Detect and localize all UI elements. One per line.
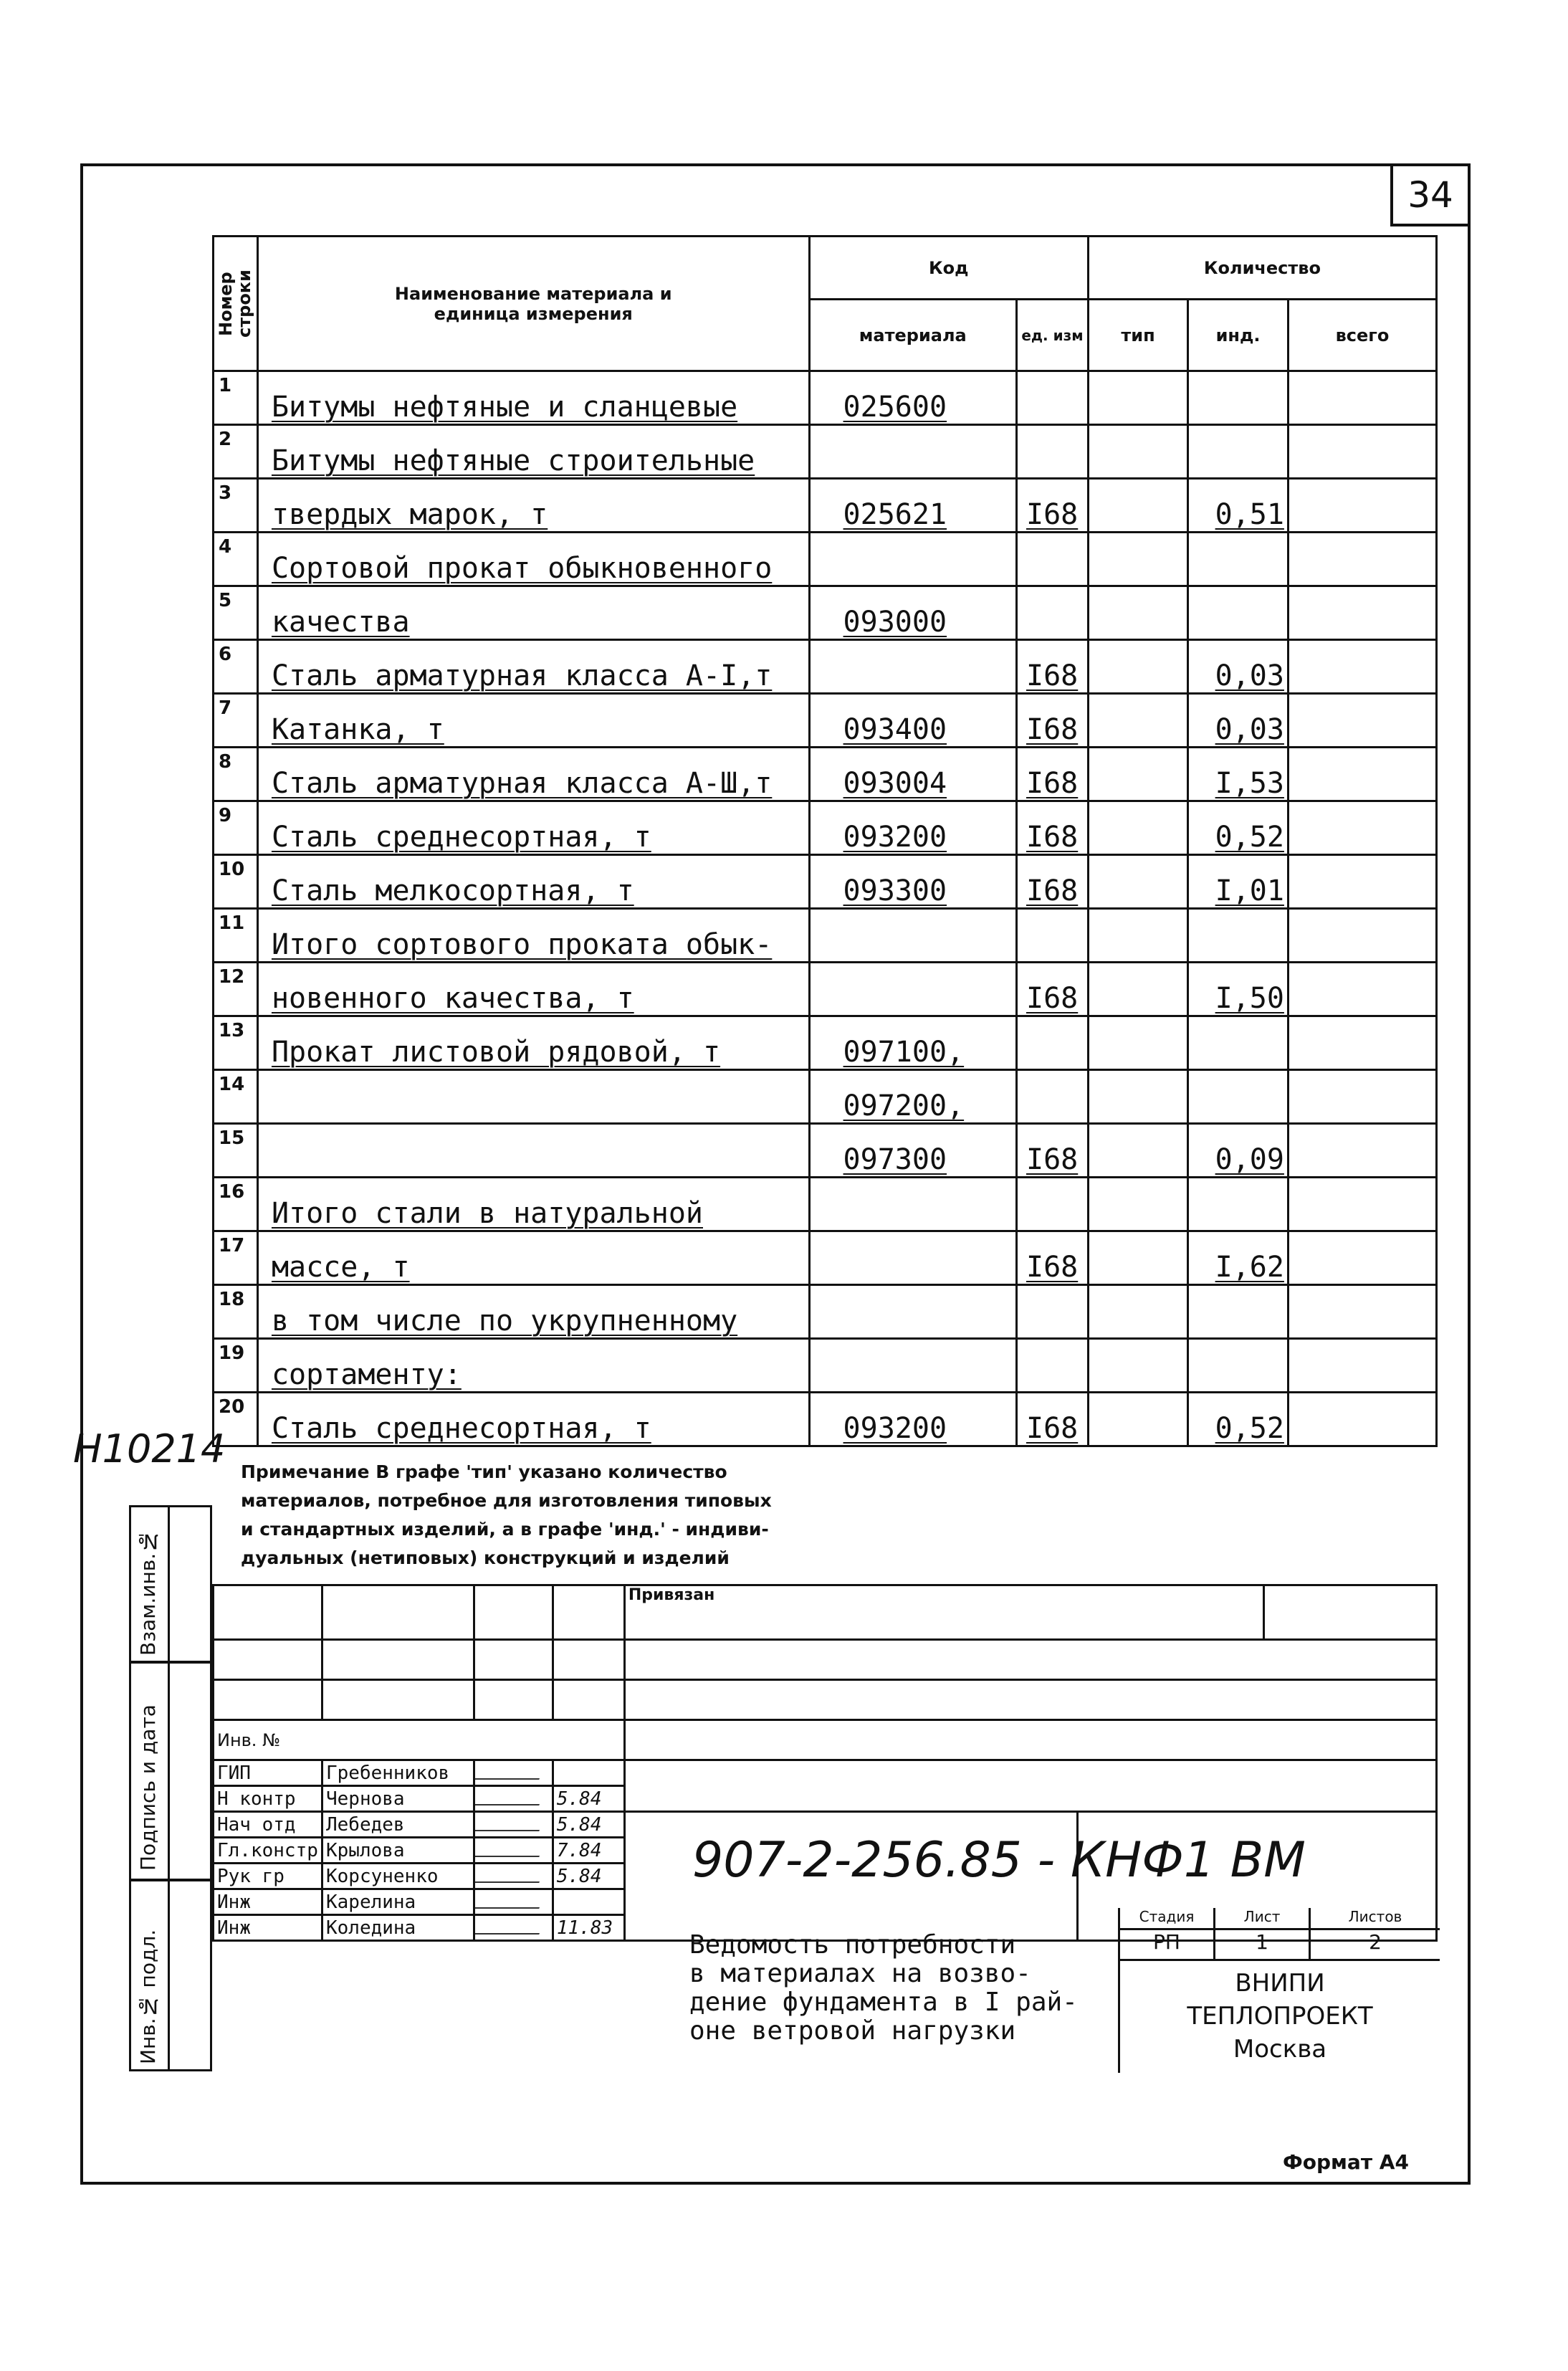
row-number: 17: [214, 1231, 258, 1285]
material-name: Сталь арматурная класса А-Ш,т: [257, 748, 809, 801]
material-code: [809, 1285, 1016, 1339]
signer-date: 5.84: [553, 1786, 624, 1812]
sheet-value: 1: [1215, 1930, 1311, 1959]
qty-ind: [1188, 1178, 1289, 1231]
signature-mark: [474, 1787, 545, 1805]
doc-code-cell: [624, 1760, 1436, 1812]
qty-total: [1288, 1124, 1436, 1178]
signer-date: 5.84: [553, 1864, 624, 1889]
signer-date: 7.84: [553, 1838, 624, 1864]
qty-typ: [1088, 1070, 1187, 1124]
material-code: 097200,: [809, 1070, 1016, 1124]
signature: [474, 1915, 553, 1941]
signer-role: Инж: [214, 1915, 322, 1941]
unit-code: [1017, 1285, 1089, 1339]
note: [212, 1458, 1430, 1573]
qty-ind: 0,52: [1188, 1393, 1289, 1446]
material-name: Битумы нефтяные строительные: [257, 425, 809, 479]
table-row: [214, 640, 1437, 694]
row-number: 6: [214, 640, 258, 694]
table-row: [214, 1339, 1437, 1393]
material-code: [809, 909, 1016, 963]
row-number: 13: [214, 1016, 258, 1070]
table-row: [214, 1124, 1437, 1178]
qty-total: [1288, 694, 1436, 748]
col-code-group: Код: [809, 237, 1088, 300]
qty-typ: [1088, 694, 1187, 748]
qty-typ: [1088, 479, 1187, 533]
qty-ind: [1188, 586, 1289, 640]
row-number: 14: [214, 1070, 258, 1124]
side-label-replace: Взам.инв.№: [136, 1529, 160, 1656]
table-row: [214, 425, 1437, 479]
unit-code: I68: [1017, 748, 1089, 801]
table-row: [214, 1178, 1437, 1231]
table-row: [214, 371, 1437, 425]
material-code: [809, 1231, 1016, 1285]
material-name: Итого сортового проката обык-: [257, 909, 809, 963]
org-name: ВНИПИ: [1235, 1969, 1325, 1998]
row-number: 3: [214, 479, 258, 533]
col-total: всего: [1288, 300, 1436, 371]
signer-name: Корсуненко: [322, 1864, 474, 1889]
unit-code: I68: [1017, 479, 1089, 533]
signer-role: Нач отд: [214, 1812, 322, 1838]
material-code: 025621: [809, 479, 1016, 533]
material-name: Битумы нефтяные и сланцевые: [257, 371, 809, 425]
unit-code: [1017, 371, 1089, 425]
qty-ind: 0,03: [1188, 694, 1289, 748]
material-code: [809, 425, 1016, 479]
qty-ind: [1188, 425, 1289, 479]
qty-ind: I,62: [1188, 1231, 1289, 1285]
table-row: [214, 963, 1437, 1016]
table-row: [214, 1016, 1437, 1070]
qty-total: [1288, 963, 1436, 1016]
title-line: Ведомость потребности: [689, 1930, 1016, 1960]
row-number: 2: [214, 425, 258, 479]
material-name: Сталь среднесортная, т: [257, 1393, 809, 1446]
signature-mark: [474, 1761, 545, 1780]
material-code: [809, 533, 1016, 586]
material-name: твердых марок, т: [257, 479, 809, 533]
table-row: [214, 694, 1437, 748]
signature-mark: [474, 1838, 545, 1857]
signer-name: Коледина: [322, 1915, 474, 1941]
qty-ind: [1188, 1070, 1289, 1124]
col-ind: инд.: [1188, 300, 1289, 371]
sheets-label: Листов: [1348, 1908, 1402, 1925]
col-name: Наименование материала и единица измерения: [257, 237, 809, 371]
col-qty-group: Количество: [1088, 237, 1436, 300]
row-number: 8: [214, 748, 258, 801]
qty-ind: [1188, 533, 1289, 586]
material-code: 093300: [809, 855, 1016, 909]
signer-role: Гл.констр: [214, 1838, 322, 1864]
unit-code: I68: [1017, 1231, 1089, 1285]
qty-ind: I,50: [1188, 963, 1289, 1016]
material-code: 093200: [809, 801, 1016, 855]
format-label: Формат А4: [1283, 2150, 1409, 2174]
side-label-inv: Инв.№ подл.: [136, 1929, 160, 2064]
material-name: Сталь мелкосортная, т: [257, 855, 809, 909]
stage-label: Стадия: [1120, 1908, 1215, 1928]
qty-ind: [1188, 1016, 1289, 1070]
qty-total: [1288, 1016, 1436, 1070]
row-number: 11: [214, 909, 258, 963]
row-number: 1: [214, 371, 258, 425]
material-name: Итого стали в натуральной: [257, 1178, 809, 1231]
unit-code: [1017, 909, 1089, 963]
document-title: [689, 1931, 1078, 2046]
col-row-no: Номер строки: [214, 237, 258, 371]
signer-date: [553, 1760, 624, 1786]
note-line: и стандартных изделий, а в графе 'инд.' - индиви-: [241, 1519, 769, 1540]
unit-code: I68: [1017, 694, 1089, 748]
note-line: дуальных (нетиповых) конструкций и изделий: [241, 1547, 730, 1568]
row-number: 19: [214, 1339, 258, 1393]
qty-typ: [1088, 748, 1187, 801]
signer-date: [553, 1889, 624, 1915]
material-code: 097300: [809, 1124, 1016, 1178]
material-name: Катанка, т: [257, 694, 809, 748]
material-code: 093004: [809, 748, 1016, 801]
signer-name: Лебедев: [322, 1812, 474, 1838]
qty-typ: [1088, 1231, 1187, 1285]
note-line: Примечание В графе 'тип' указано количество: [241, 1461, 727, 1482]
qty-typ: [1088, 1178, 1187, 1231]
title-line: оне ветровой нагрузки: [689, 2016, 1016, 2046]
unit-code: [1017, 533, 1089, 586]
qty-ind: 0,52: [1188, 801, 1289, 855]
row-number: 15: [214, 1124, 258, 1178]
material-name: [257, 1070, 809, 1124]
qty-total: [1288, 425, 1436, 479]
material-name: Сталь среднесортная, т: [257, 801, 809, 855]
qty-total: [1288, 1070, 1436, 1124]
signature: [474, 1786, 553, 1812]
qty-typ: [1088, 909, 1187, 963]
archive-number: H10214: [73, 1426, 226, 1471]
signer-name: Крылова: [322, 1838, 474, 1864]
qty-typ: [1088, 425, 1187, 479]
material-name: Сталь арматурная класса А-I,т: [257, 640, 809, 694]
signer-date: 5.84: [553, 1812, 624, 1838]
qty-total: [1288, 586, 1436, 640]
qty-typ: [1088, 586, 1187, 640]
signer-row: [214, 1760, 1437, 1786]
qty-typ: [1088, 855, 1187, 909]
table-row: [214, 533, 1437, 586]
qty-ind: 0,09: [1188, 1124, 1289, 1178]
unit-code: [1017, 1070, 1089, 1124]
sheets-value: 2: [1369, 1930, 1382, 1954]
title-line: дение фундамента в I рай-: [689, 1988, 1078, 2017]
qty-total: [1288, 855, 1436, 909]
material-code: 025600: [809, 371, 1016, 425]
material-code: [809, 1178, 1016, 1231]
qty-typ: [1088, 1016, 1187, 1070]
material-name: в том числе по укрупненному: [257, 1285, 809, 1339]
material-name: сортаменту:: [257, 1339, 809, 1393]
signature-mark: [474, 1864, 545, 1883]
material-name: Сортовой прокат обыкновенного: [257, 533, 809, 586]
row-number: 4: [214, 533, 258, 586]
signer-role: Н контр: [214, 1786, 322, 1812]
signer-role: ГИП: [214, 1760, 322, 1786]
qty-total: [1288, 640, 1436, 694]
note-line: материалов, потребное для изготовления типовых: [241, 1490, 772, 1511]
table-row: [214, 1285, 1437, 1339]
unit-code: I68: [1017, 855, 1089, 909]
qty-total: [1288, 371, 1436, 425]
org-name: ТЕПЛОПРОЕКТ: [1187, 2002, 1373, 2031]
qty-typ: [1088, 963, 1187, 1016]
document-code: 907-2-256.85 - КНФ1 ВМ: [692, 1832, 1306, 1889]
qty-ind: 0,51: [1188, 479, 1289, 533]
qty-typ: [1088, 1339, 1187, 1393]
material-code: 093400: [809, 694, 1016, 748]
side-label-signature: Подпись и дата: [136, 1704, 160, 1871]
row-number: 16: [214, 1178, 258, 1231]
signature: [474, 1812, 553, 1838]
qty-total: [1288, 533, 1436, 586]
unit-code: [1017, 1339, 1089, 1393]
unit-code: [1017, 425, 1089, 479]
unit-code: [1017, 1178, 1089, 1231]
table-row: [214, 855, 1437, 909]
unit-code: I68: [1017, 1393, 1089, 1446]
material-name: Прокат листовой рядовой, т: [257, 1016, 809, 1070]
unit-code: I68: [1017, 640, 1089, 694]
qty-typ: [1088, 1124, 1187, 1178]
materials-table: [212, 235, 1438, 1447]
row-number: 12: [214, 963, 258, 1016]
stage-block: [1118, 1908, 1440, 2073]
qty-total: [1288, 748, 1436, 801]
signature: [474, 1838, 553, 1864]
qty-ind: I,01: [1188, 855, 1289, 909]
qty-typ: [1088, 1285, 1187, 1339]
stage-value: РП: [1120, 1930, 1215, 1959]
material-code: [809, 640, 1016, 694]
qty-total: [1288, 1285, 1436, 1339]
qty-typ: [1088, 1393, 1187, 1446]
col-typ: тип: [1088, 300, 1187, 371]
material-name: массе, т: [257, 1231, 809, 1285]
sheet-number: 34: [1390, 163, 1471, 226]
unit-code: I68: [1017, 801, 1089, 855]
signature-mark: [474, 1813, 545, 1831]
unit-code: I68: [1017, 1124, 1089, 1178]
qty-typ: [1088, 640, 1187, 694]
signature-mark: [474, 1916, 545, 1935]
row-number: 10: [214, 855, 258, 909]
material-code: 097100,: [809, 1016, 1016, 1070]
qty-ind: [1188, 1339, 1289, 1393]
table-row: [214, 801, 1437, 855]
qty-total: [1288, 1393, 1436, 1446]
row-number: 9: [214, 801, 258, 855]
signer-role: Инж: [214, 1889, 322, 1915]
signature-mark: [474, 1890, 545, 1909]
qty-total: [1288, 479, 1436, 533]
inv-no-label: Инв. №: [214, 1720, 625, 1760]
signature: [474, 1864, 553, 1889]
side-stamp: [129, 1505, 212, 2071]
signer-name: Гребенников: [322, 1760, 474, 1786]
qty-total: [1288, 1178, 1436, 1231]
material-code: [809, 1339, 1016, 1393]
row-number: 20: [214, 1393, 258, 1446]
qty-ind: 0,03: [1188, 640, 1289, 694]
qty-ind: [1188, 1285, 1289, 1339]
table-row: [214, 1393, 1437, 1446]
signature: [474, 1889, 553, 1915]
qty-ind: [1188, 371, 1289, 425]
material-name: качества: [257, 586, 809, 640]
table-row: [214, 1231, 1437, 1285]
signature: [474, 1760, 553, 1786]
unit-code: [1017, 1016, 1089, 1070]
row-number: 5: [214, 586, 258, 640]
signer-name: Чернова: [322, 1786, 474, 1812]
col-material: материала: [809, 300, 1016, 371]
sheet-label: Лист: [1215, 1908, 1311, 1928]
table-row: [214, 586, 1437, 640]
qty-total: [1288, 909, 1436, 963]
row-number: 18: [214, 1285, 258, 1339]
qty-total: [1288, 1231, 1436, 1285]
qty-total: [1288, 1339, 1436, 1393]
qty-typ: [1088, 533, 1187, 586]
unit-code: [1017, 586, 1089, 640]
material-code: [809, 963, 1016, 1016]
table-row: [214, 909, 1437, 963]
row-number: 7: [214, 694, 258, 748]
col-unit: ед. изм: [1017, 300, 1089, 371]
qty-total: [1288, 801, 1436, 855]
table-row: [214, 748, 1437, 801]
attached-label: Привязан: [624, 1585, 1263, 1640]
qty-ind: I,53: [1188, 748, 1289, 801]
org-city: Москва: [1233, 2035, 1327, 2064]
signer-name: Карелина: [322, 1889, 474, 1915]
material-code: 093200: [809, 1393, 1016, 1446]
signer-date: 11.83: [553, 1915, 624, 1941]
table-row: [214, 479, 1437, 533]
material-name: новенного качества, т: [257, 963, 809, 1016]
title-line: в материалах на возво-: [689, 1959, 1031, 1988]
material-name: [257, 1124, 809, 1178]
material-code: 093000: [809, 586, 1016, 640]
unit-code: I68: [1017, 963, 1089, 1016]
signer-role: Рук гр: [214, 1864, 322, 1889]
table-row: [214, 1070, 1437, 1124]
qty-typ: [1088, 371, 1187, 425]
qty-ind: [1188, 909, 1289, 963]
qty-typ: [1088, 801, 1187, 855]
